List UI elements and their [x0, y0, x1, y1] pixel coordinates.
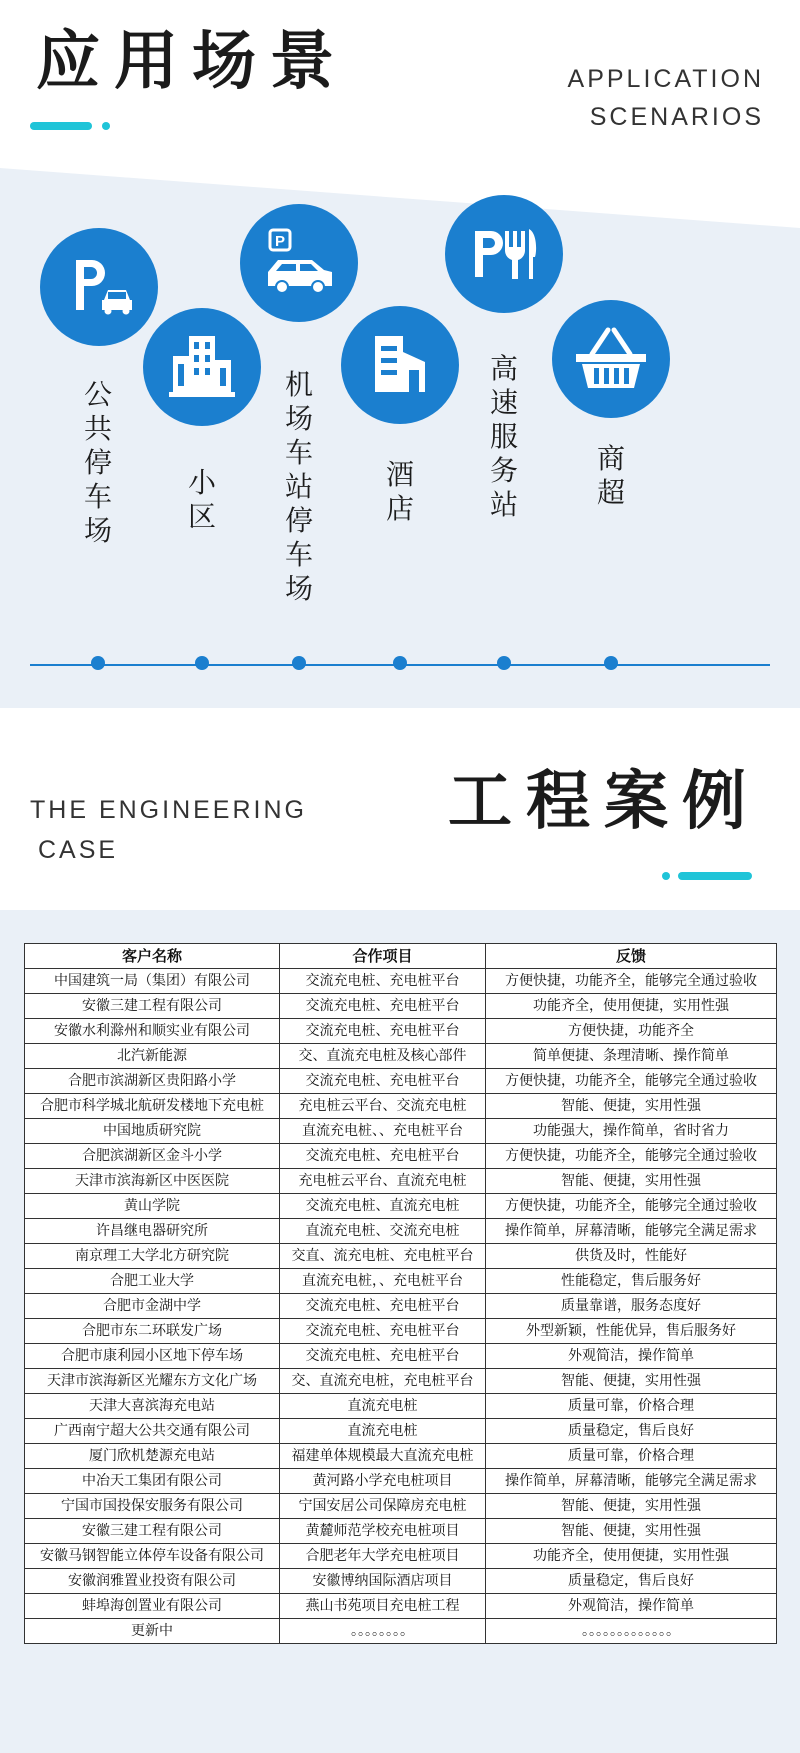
table-row	[25, 1119, 777, 1144]
table-row	[25, 1144, 777, 1169]
table-row	[25, 1494, 777, 1519]
table-row	[25, 1019, 777, 1044]
cell-feedback: 智能、便捷，实用性强	[486, 1519, 777, 1544]
case-table	[24, 943, 777, 1644]
cell-client: 合肥市滨湖新区贵阳路小学	[25, 1069, 280, 1094]
cell-feedback: 质量稳定，售后良好	[486, 1419, 777, 1444]
accent-bar	[678, 872, 752, 880]
cell-feedback: 质量可靠，价格合理	[486, 1444, 777, 1469]
cell-client: 安徽三建工程有限公司	[25, 994, 280, 1019]
cases-title: 工程案例	[448, 765, 760, 839]
cell-feedback: 质量稳定，售后良好	[486, 1569, 777, 1594]
cell-feedback: 性能稳定，售后服务好	[486, 1269, 777, 1294]
cell-project: 交流充电桩、充电桩平台	[280, 1294, 486, 1319]
cell-project: 交流充电桩、充电桩平台	[280, 1069, 486, 1094]
cell-project: 黄河路小学充电桩项目	[280, 1469, 486, 1494]
cell-feedback: 外型新颖，性能优异，售后服务好	[486, 1319, 777, 1344]
airport-parking-icon	[240, 204, 358, 322]
cell-client: 蚌埠海创置业有限公司	[25, 1594, 280, 1619]
cell-client: 更新中	[25, 1619, 280, 1644]
table-row	[25, 1569, 777, 1594]
cell-project: 交直、流充电桩、充电桩平台	[280, 1244, 486, 1269]
cell-feedback: 方便快捷，功能齐全，能够完全通过验收	[486, 1194, 777, 1219]
cell-feedback: 质量可靠，价格合理	[486, 1394, 777, 1419]
timeline-dot	[292, 656, 306, 670]
table-row	[25, 1169, 777, 1194]
cell-feedback: 简单便捷、条理清晰、操作简单	[486, 1044, 777, 1069]
hotel-building-icon	[341, 306, 459, 424]
cell-project: 充电桩云平台、直流充电桩	[280, 1169, 486, 1194]
table-row	[25, 1294, 777, 1319]
cell-client: 合肥市金湖中学	[25, 1294, 280, 1319]
timeline-dot	[393, 656, 407, 670]
cell-feedback: 质量靠谱，服务态度好	[486, 1294, 777, 1319]
cell-project: 直流充电桩、交流充电桩	[280, 1219, 486, 1244]
cell-feedback: 操作简单，屏幕清晰，能够完全满足需求	[486, 1469, 777, 1494]
table-row	[25, 1544, 777, 1569]
cell-feedback: 智能、便捷，实用性强	[486, 1494, 777, 1519]
cell-feedback: 操作简单，屏幕清晰，能够完全满足需求	[486, 1219, 777, 1244]
table-row	[25, 1219, 777, 1244]
scenarios-title: 应用场景	[36, 25, 348, 99]
cell-feedback: 方便快捷，功能齐全	[486, 1019, 777, 1044]
cases-en-line1: THE ENGINEERING	[30, 796, 307, 824]
cell-client: 合肥市康利园小区地下停车场	[25, 1344, 280, 1369]
cell-client: 合肥市东二环联发广场	[25, 1319, 280, 1344]
table-row	[25, 1244, 777, 1269]
cell-feedback: 方便快捷，功能齐全，能够完全通过验收	[486, 1144, 777, 1169]
cell-feedback: 方便快捷，功能齐全，能够完全通过验收	[486, 1069, 777, 1094]
cell-feedback: 方便快捷，功能齐全，能够完全通过验收	[486, 969, 777, 994]
scenario-label-supermarket: 商超	[596, 442, 625, 509]
cell-project: 交流充电桩、充电桩平台	[280, 1319, 486, 1344]
timeline-dot	[497, 656, 511, 670]
cell-project: 交流充电桩、充电桩平台	[280, 1344, 486, 1369]
cell-client: 许昌继电器研究所	[25, 1219, 280, 1244]
accent-dot	[102, 122, 110, 130]
table-header-row	[25, 944, 777, 969]
table-row	[25, 1419, 777, 1444]
timeline-dot	[195, 656, 209, 670]
scenarios-en-line1: APPLICATION	[567, 65, 764, 93]
header-feedback: 反馈	[486, 944, 777, 969]
table-row	[25, 1194, 777, 1219]
cell-project: 交、直流充电桩，充电桩平台	[280, 1369, 486, 1394]
table-row	[25, 1394, 777, 1419]
cell-project: 交流充电桩、充电桩平台	[280, 1144, 486, 1169]
table-row	[25, 1319, 777, 1344]
cell-feedback: 功能齐全，使用便捷，实用性强	[486, 1544, 777, 1569]
cell-client: 天津市滨海新区中医医院	[25, 1169, 280, 1194]
cell-project: 宁国安居公司保障房充电桩	[280, 1494, 486, 1519]
scenario-label-airport-parking: 机场车站停车场	[284, 368, 313, 605]
table-row	[25, 1519, 777, 1544]
cell-client: 广西南宁超大公共交通有限公司	[25, 1419, 280, 1444]
cell-client: 中国地质研究院	[25, 1119, 280, 1144]
cell-project: 交流充电桩、充电桩平台	[280, 994, 486, 1019]
scenario-label-public-parking: 公共停车场	[83, 378, 112, 547]
cell-client: 安徽水利滁州和顺实业有限公司	[25, 1019, 280, 1044]
table-row	[25, 1069, 777, 1094]
cell-client: 天津大喜滨海充电站	[25, 1394, 280, 1419]
timeline-dot	[604, 656, 618, 670]
cell-feedback: 智能、便捷，实用性强	[486, 1169, 777, 1194]
cell-feedback: 外观简洁，操作简单	[486, 1344, 777, 1369]
cell-project: 交流充电桩、充电桩平台	[280, 1019, 486, 1044]
scenarios-en-line2: SCENARIOS	[589, 103, 764, 131]
cell-client: 天津市滨海新区光耀东方文化广场	[25, 1369, 280, 1394]
table-row	[25, 1094, 777, 1119]
cell-feedback: 供货及时，性能好	[486, 1244, 777, 1269]
cell-client: 安徽三建工程有限公司	[25, 1519, 280, 1544]
cell-project: 直流充电桩	[280, 1394, 486, 1419]
cell-client: 厦门欣机楚源充电站	[25, 1444, 280, 1469]
table-row	[25, 1619, 777, 1644]
parking-car-icon	[40, 228, 158, 346]
cell-feedback: 智能、便捷，实用性强	[486, 1094, 777, 1119]
cell-client: 南京理工大学北方研究院	[25, 1244, 280, 1269]
table-row	[25, 969, 777, 994]
cell-feedback: 功能强大，操作简单，省时省力	[486, 1119, 777, 1144]
table-row	[25, 1369, 777, 1394]
cell-project: 交、直流充电桩及核心部件	[280, 1044, 486, 1069]
scenario-label-service-station: 高速服务站	[489, 352, 518, 521]
cell-project: 直流充电桩	[280, 1419, 486, 1444]
accent-bar	[30, 122, 92, 130]
cell-client: 中冶天工集团有限公司	[25, 1469, 280, 1494]
table-row	[25, 1269, 777, 1294]
residential-building-icon	[143, 308, 261, 426]
parking-restaurant-icon	[445, 195, 563, 313]
timeline-dot	[91, 656, 105, 670]
svg-text:P: P	[274, 233, 286, 250]
accent-dot	[662, 872, 670, 880]
cell-feedback: 功能齐全，使用便捷，实用性强	[486, 994, 777, 1019]
scenario-label-hotel: 酒店	[385, 458, 414, 525]
cell-feedback: 智能、便捷，实用性强	[486, 1369, 777, 1394]
cell-client: 合肥滨湖新区金斗小学	[25, 1144, 280, 1169]
scenario-label-residential: 小区	[187, 466, 216, 533]
cell-feedback: 。。。。。。。。。。。。。	[486, 1619, 777, 1644]
cases-en-title	[30, 790, 307, 870]
cell-client: 黄山学院	[25, 1194, 280, 1219]
cell-client: 安徽润雅置业投资有限公司	[25, 1569, 280, 1594]
cell-feedback: 外观简洁，操作简单	[486, 1594, 777, 1619]
table-row	[25, 1444, 777, 1469]
header-client: 客户名称	[25, 944, 280, 969]
shopping-basket-icon	[552, 300, 670, 418]
header-project: 合作项目	[280, 944, 486, 969]
cell-project: 交流充电桩、充电桩平台	[280, 969, 486, 994]
cases-en-line2: CASE	[38, 836, 119, 864]
table-row	[25, 994, 777, 1019]
scenarios-en-title	[568, 60, 764, 136]
cell-client: 中国建筑一局（集团）有限公司	[25, 969, 280, 994]
cell-project: 交流充电桩、直流充电桩	[280, 1194, 486, 1219]
table-row	[25, 1044, 777, 1069]
cell-client: 合肥工业大学	[25, 1269, 280, 1294]
cell-project: 直流充电桩、、充电桩平台	[280, 1119, 486, 1144]
table-row	[25, 1594, 777, 1619]
cell-project: 安徽博纳国际酒店项目	[280, 1569, 486, 1594]
cell-project: 黄麓师范学校充电桩项目	[280, 1519, 486, 1544]
table-row	[25, 1469, 777, 1494]
cell-project: 合肥老年大学充电桩项目	[280, 1544, 486, 1569]
cell-client: 北汽新能源	[25, 1044, 280, 1069]
cell-client: 安徽马钢智能立体停车设备有限公司	[25, 1544, 280, 1569]
cell-project: 直流充电桩，、充电桩平台	[280, 1269, 486, 1294]
cell-project: 充电桩云平台、交流充电桩	[280, 1094, 486, 1119]
cell-client: 合肥市科学城北航研发楼地下充电桩	[25, 1094, 280, 1119]
table-row	[25, 1344, 777, 1369]
cell-client: 宁国市国投保安服务有限公司	[25, 1494, 280, 1519]
cell-project: 燕山书苑项目充电桩工程	[280, 1594, 486, 1619]
cell-project: 福建单体规模最大直流充电桩	[280, 1444, 486, 1469]
cell-project: 。。。。。。。。	[280, 1619, 486, 1644]
